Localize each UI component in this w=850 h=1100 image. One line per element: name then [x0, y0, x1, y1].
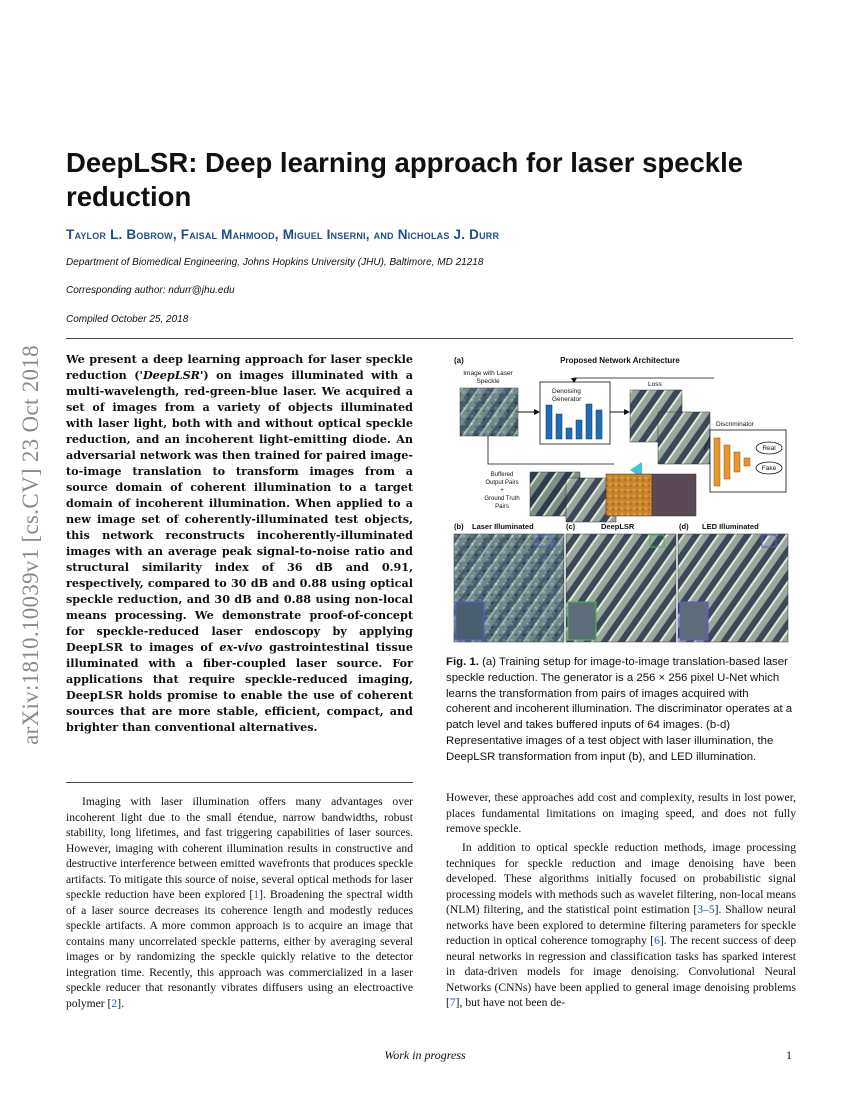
zoom-inset-d [680, 602, 708, 640]
right-text-4: ], but have not been de- [455, 996, 566, 1009]
buffer-image-3 [652, 474, 696, 516]
abstract [66, 351, 413, 735]
arrowhead [534, 409, 540, 415]
header-rule [66, 338, 793, 339]
author-list: Taylor L. Bobrow, Faisal Mahmood, Miguel Inserni, and Nicholas J. Durr [66, 227, 500, 242]
input-label-line2: Speckle [476, 378, 500, 385]
abstract-italic-1: DeepLSR [142, 368, 200, 382]
unet-layer [566, 428, 572, 439]
panel-c-title: DeepLSR [601, 522, 635, 531]
generator-label-line2: Generator [552, 396, 582, 403]
intro-text-2: ]. Broadening the spectral width of a laser source decreases its coherence length and modestly reduces speckle artifacts. A more common approach is to acquire an image that contains many uncorrelated speckle patterns, either by averaging several images or by randomizing the speckle quickly relative to the detector integration time. Recently, this approach was commercialized in a laser speckle reducer that resonantly vibrates diffusers using an electroactive polymer [ [66, 888, 413, 1010]
buffer-label-3: + [500, 488, 504, 494]
citation-link[interactable]: 3–5 [697, 903, 715, 916]
unet-layer [576, 420, 582, 439]
paper-title: DeepLSR: Deep learning approach for laser speckle reduction [66, 147, 744, 212]
fake-label: Fake [761, 465, 777, 472]
caption-label: Fig. 1. [446, 656, 479, 668]
unet-layer [556, 414, 562, 439]
panel-d-title: LED Illuminated [702, 522, 759, 531]
buffer-label-5: Pairs [495, 504, 509, 510]
compiled-date: Compiled October 25, 2018 [66, 314, 189, 325]
figure-1-caption [446, 655, 796, 766]
speckle-overlay [460, 388, 518, 436]
zoom-inset-b [456, 602, 484, 640]
disc-layer [744, 458, 750, 466]
output-image-2 [658, 412, 710, 464]
unet-layer [546, 405, 552, 439]
intro-text-1: Imaging with laser illumination offers many advantages over incoherent light due to the small étendue, narrow bandwidths, robust stability, long lifetimes, and fast triggering capabilities of laser sources. However, imaging with coherent illumination results in constructive and destructive interference between emitted wavefronts that produces speckle artifacts. To mitigate this source of noise, several optical methods for laser speckle reduction have been explored [ [66, 795, 413, 901]
zoom-inset-c [568, 602, 596, 640]
figure-1 [446, 350, 796, 650]
loss-path [574, 378, 714, 382]
right-text-1: In addition to optical speckle reduction methods, image processing techniques for speckle reduction and image denoising have been developed. These algorithms initially focused on probabilistic signal processing models with methods such as wavelet filtering, non-local means (NLM) filtering, and the statistical point estimation [ [446, 841, 796, 916]
input-label-line1: Image with Laser [463, 370, 513, 377]
right-paragraph-1: However, these approaches add cost and complexity, results in lost power, places fundamental limitations on imaging speed, and does not fully remove speckle. [446, 791, 796, 835]
buffer-label-4: Ground Truth [484, 496, 520, 502]
buffer-label-1: Buffered [490, 472, 514, 478]
buffer-tissue-image [606, 474, 652, 516]
citation-link[interactable]: 2 [111, 996, 118, 1010]
generator-label-line1: Denoising [552, 388, 581, 395]
arxiv-stamp-text: arXiv:1810.10039v1 [cs.CV] 23 Oct 2018 [18, 345, 44, 745]
disc-layer [734, 452, 740, 472]
right-text-3: ]. The recent success of deep neural networks in regression and classification tasks has sparked interest in data-driven models for image denoising. Convolutional Neural Networks (CNNs) have been applied to general image denoising problems [ [446, 934, 796, 1009]
panel-a-label: (a) [454, 356, 464, 365]
citation-link[interactable]: 7 [449, 996, 456, 1009]
figure-1-graphic [446, 350, 796, 650]
arxiv-stamp [14, 295, 48, 795]
loss-label: Loss [648, 381, 662, 388]
abstract-text-3: gastrointestinal tissue illuminated with a fiber-coupled laser source. For applications that require speckle-reduced imaging, DeepLSR holds promise to enable the use of coherent sources that are more stable, efficient, compact, and brighter than conventional alternatives. [66, 640, 413, 734]
panel-b-label: (b) [454, 522, 464, 531]
discriminator-label: Discriminator [716, 421, 754, 428]
panel-c-label: (c) [566, 522, 576, 531]
right-text-2: ]. Shallow neural networks have been explored to determine filtering parameters for speckle reduction in optical coherence tomography [ [446, 903, 796, 947]
corresponding-author: Corresponding author: ndurr@jhu.edu [66, 285, 235, 296]
abstract-italic-2: ex-vivo [219, 640, 263, 654]
panel-d-label: (d) [679, 522, 689, 531]
abstract-text-2: ') on images illuminated with a multi-wavelength, red-green-blue laser. We acquired a set of images from a variety of objects illuminated with laser light, both with and without optical speckle reduction, and an incoherent light-emitting diode. An adversarial network was then trained for paired image-to-image translation to transform images from a source domain of coherent illumination to a target domain of incoherent illumination. When applied to a new image set of coherently-illuminated test objects, this network reconstructs incoherently-illuminated images with an average peak signal-to-noise ratio and structural similarity index of 36 dB and 0.91, respectively, compared to 30 dB and 0.88 using optical speckle reduction, and 30 dB and 0.88 using non-local means processing. We demonstrate proof-of-concept for speckle-reduced laser endoscopy by applying DeepLSR to images of [66, 368, 413, 654]
panel-b-title: Laser Illuminated [472, 522, 534, 531]
disc-layer [714, 438, 720, 486]
affiliation: Department of Biomedical Engineering, Johns Hopkins University (JHU), Baltimore, MD 21218 [66, 257, 484, 268]
abstract-text-1: We present a deep learning approach for laser speckle reduction (' [66, 352, 413, 382]
abstract-rule [66, 782, 413, 783]
real-label: Real [762, 445, 776, 452]
unet-layer [596, 410, 602, 439]
right-paragraph-2 [446, 840, 796, 1011]
caption-text: (a) Training setup for image-to-image translation-based laser speckle reduction. The generator is a 256 × 256 pixel U-Net which learns the transformation from pairs of images acquired with coherent and incoherent illumination. The discriminator operates at a patch level and takes buffered inputs of 64 images. (b-d) Representative images of a test object with laser illumination, the DeepLSR transformation from input (b), and LED illumination. [446, 656, 793, 763]
page-number: 1 [786, 1048, 792, 1062]
disc-layer [724, 445, 730, 479]
footer-note: Work in progress [384, 1048, 466, 1062]
buffer-label-2: Output Pairs [485, 480, 519, 486]
unet-layer [586, 404, 592, 439]
citation-link[interactable]: 1 [253, 888, 260, 901]
intro-paragraph-left [66, 794, 413, 1011]
intro-text-3: ]. [117, 996, 124, 1010]
figure-heading: Proposed Network Architecture [560, 356, 680, 365]
arrowhead [624, 409, 630, 415]
citation-link[interactable]: 6 [654, 934, 660, 947]
